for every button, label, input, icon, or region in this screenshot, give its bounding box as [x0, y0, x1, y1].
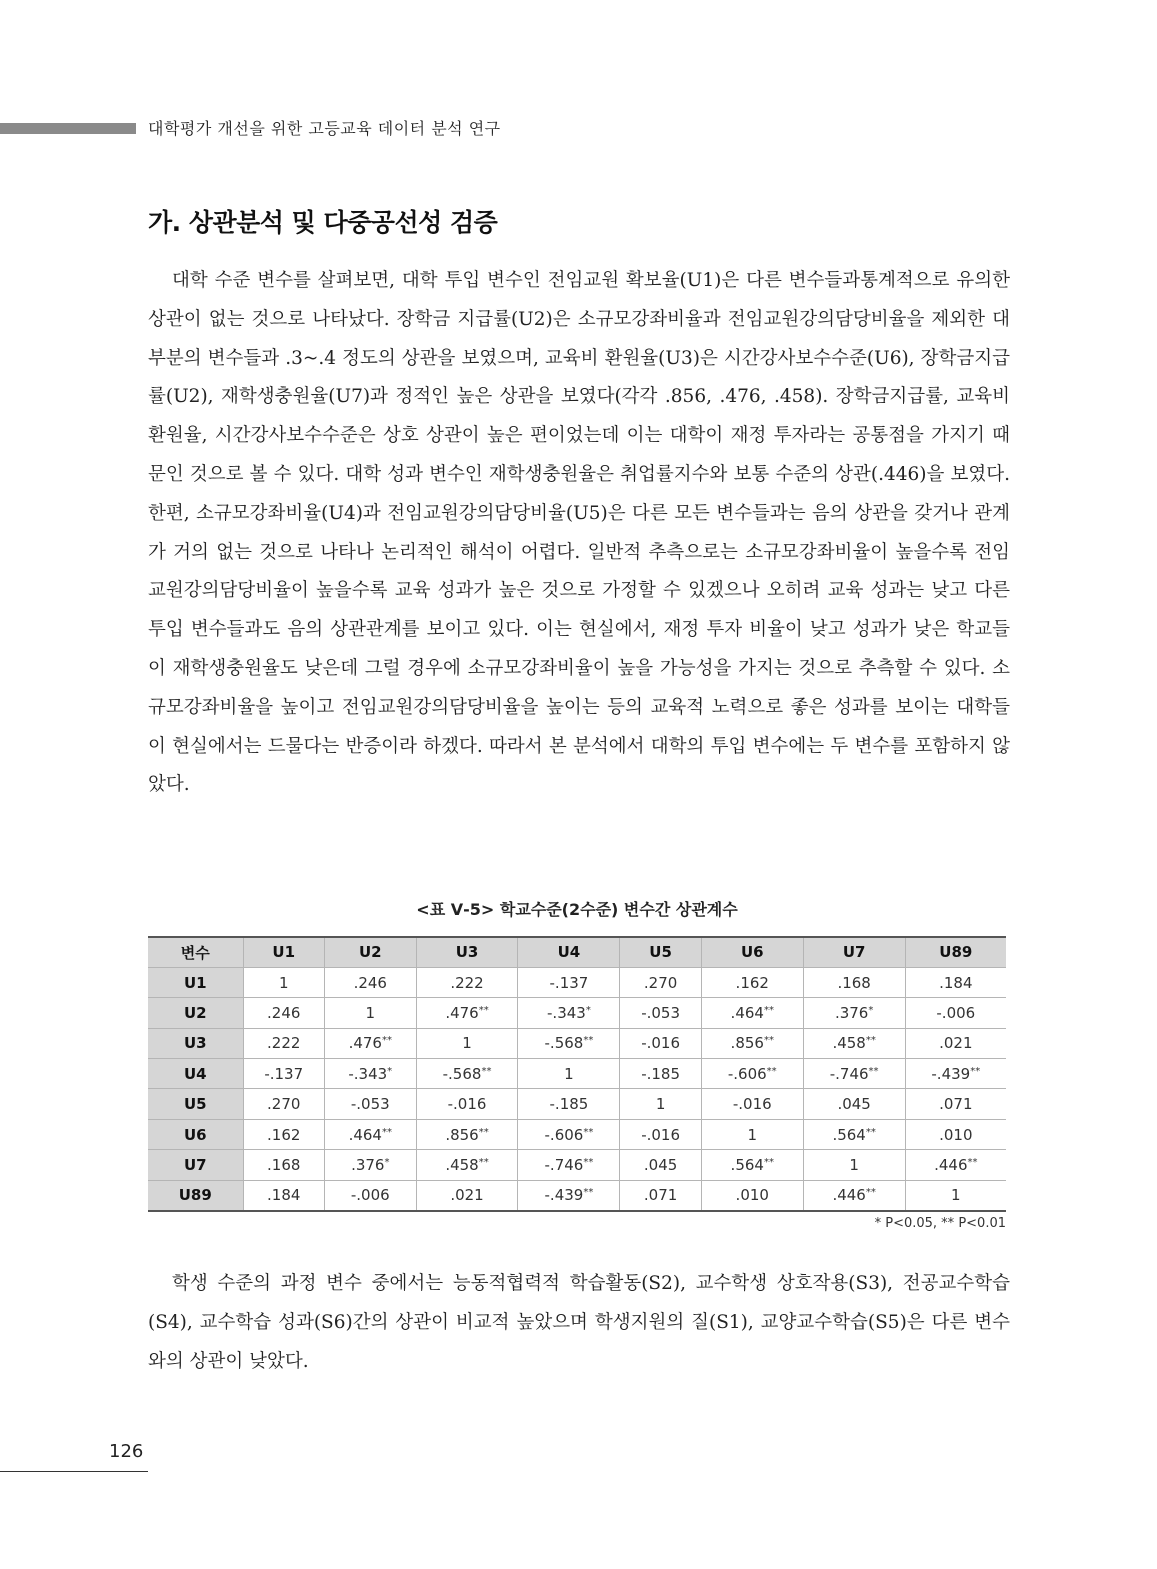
cell-value: .446 — [934, 1155, 968, 1174]
row-header: U4 — [148, 1059, 243, 1089]
table-cell — [416, 1180, 518, 1210]
cell-value: -.006 — [350, 1186, 390, 1205]
cell-value: .162 — [735, 973, 769, 992]
cell-value: -.137 — [549, 973, 589, 992]
significance-marker: ** — [478, 1004, 489, 1016]
table-cell — [324, 1059, 416, 1089]
cell-value: -.053 — [350, 1095, 390, 1114]
cell-value: .458 — [445, 1155, 479, 1174]
table-cell — [701, 1028, 803, 1058]
table-cell — [518, 1059, 620, 1089]
cell-value: .246 — [353, 973, 387, 992]
row-header: U2 — [148, 998, 243, 1028]
table-cell — [620, 1089, 701, 1119]
significance-marker: ** — [865, 1126, 876, 1138]
row-header: U6 — [148, 1119, 243, 1149]
table-cell — [620, 1059, 701, 1089]
table-row — [148, 1119, 1006, 1149]
cell-value: .564 — [832, 1125, 866, 1144]
table-cell — [324, 1180, 416, 1210]
significance-marker: ** — [381, 1126, 392, 1138]
cell-value: -.016 — [641, 1125, 680, 1144]
cell-value: 1 — [747, 1125, 758, 1144]
row-header: U7 — [148, 1150, 243, 1180]
significance-marker: ** — [583, 1035, 594, 1047]
table-cell — [701, 1180, 803, 1210]
body-paragraph: 학생 수준의 과정 변수 중에서는 능동적협력적 학습활동(S2), 교수학생 상호작용(S3), 전공교수학습(S4), 교수학습 성과(S6)간의 상관이 비교적 높았으며 학생지원의 질(S1), 교양교수학습(S5)은 다른 변수와의 상관이 낮았다. — [148, 1273, 1010, 1372]
table-cell — [905, 1059, 1006, 1089]
table-cell — [905, 998, 1006, 1028]
cell-value: -.439 — [931, 1064, 971, 1083]
table-cell — [416, 1150, 518, 1180]
cell-value: -.568 — [442, 1064, 482, 1083]
table-cell — [620, 1150, 701, 1180]
table-cell — [243, 967, 324, 997]
cell-value: .476 — [445, 1003, 479, 1022]
significance-marker: ** — [763, 1004, 774, 1016]
significance-marker: ** — [766, 1065, 777, 1077]
table-row — [148, 998, 1006, 1028]
cell-value: -.568 — [544, 1034, 584, 1053]
table-cell — [518, 967, 620, 997]
header-bar — [0, 123, 136, 134]
cell-value: 1 — [564, 1064, 574, 1083]
column-header: U7 — [803, 937, 905, 967]
table-body — [148, 967, 1006, 1210]
significance-marker: * — [387, 1065, 393, 1077]
table-cell — [701, 1119, 803, 1149]
significance-note: * P<0.05, ** P<0.01 — [874, 1216, 1006, 1231]
table-cell — [416, 1089, 518, 1119]
table-cell — [518, 1180, 620, 1210]
cell-value: .010 — [735, 1186, 769, 1205]
table-cell — [416, 1119, 518, 1149]
cell-value: 1 — [462, 1034, 472, 1053]
table-cell — [701, 998, 803, 1028]
table-cell — [518, 1150, 620, 1180]
significance-marker: ** — [381, 1035, 392, 1047]
table-cell — [416, 967, 518, 997]
significance-marker: ** — [583, 1156, 594, 1168]
table-cell — [324, 1028, 416, 1058]
significance-marker: ** — [865, 1187, 876, 1199]
table-cell — [803, 1059, 905, 1089]
column-header: U4 — [518, 937, 620, 967]
table-cell — [905, 1150, 1006, 1180]
column-header: U3 — [416, 937, 518, 967]
table-cell — [243, 1059, 324, 1089]
cell-value: -.016 — [447, 1095, 487, 1114]
cell-value: .071 — [939, 1095, 973, 1114]
table-row — [148, 967, 1006, 997]
cell-value: .168 — [837, 973, 871, 992]
cell-value: .184 — [267, 1186, 301, 1205]
table-cell — [518, 1119, 620, 1149]
table-cell — [620, 998, 701, 1028]
table-cell — [416, 998, 518, 1028]
table-cell — [905, 1089, 1006, 1119]
cell-value: -.746 — [544, 1155, 584, 1174]
cell-value: .446 — [832, 1186, 866, 1205]
cell-value: 1 — [951, 1186, 961, 1205]
cell-value: .071 — [643, 1186, 678, 1205]
table-row — [148, 1089, 1006, 1119]
table-cell — [620, 1119, 701, 1149]
table-cell — [905, 1119, 1006, 1149]
cell-value: 1 — [655, 1095, 666, 1114]
cell-value: .045 — [837, 1095, 871, 1114]
cell-value: -.006 — [936, 1003, 976, 1022]
cell-value: .021 — [450, 1186, 484, 1205]
significance-marker: ** — [481, 1065, 492, 1077]
table-cell — [416, 1059, 518, 1089]
cell-value: -.606 — [727, 1064, 767, 1083]
cell-value: .376 — [351, 1155, 385, 1174]
column-header: 변수 — [148, 937, 243, 967]
table-caption: <표 Ⅴ-5> 학교수준(2수준) 변수간 상관계수 — [416, 900, 738, 919]
cell-value: -.185 — [641, 1064, 680, 1083]
table-row — [148, 1150, 1006, 1180]
table-cell — [518, 998, 620, 1028]
table-cell — [905, 1028, 1006, 1058]
table-cell — [803, 1119, 905, 1149]
significance-marker: * — [868, 1004, 874, 1016]
table-cell — [243, 1119, 324, 1149]
cell-value: .162 — [267, 1125, 301, 1144]
table-row — [148, 1028, 1006, 1058]
significance-marker: ** — [868, 1065, 879, 1077]
cell-value: .476 — [348, 1034, 382, 1053]
cell-value: -.343 — [547, 1003, 586, 1022]
table-cell — [701, 967, 803, 997]
cell-value: -.343 — [348, 1064, 388, 1083]
table-cell — [243, 1028, 324, 1058]
cell-value: .856 — [445, 1125, 479, 1144]
row-header: U89 — [148, 1180, 243, 1210]
cell-value: -.746 — [829, 1064, 869, 1083]
cell-value: -.439 — [544, 1186, 584, 1205]
table-cell — [905, 967, 1006, 997]
table-cell — [243, 1150, 324, 1180]
column-header: U89 — [905, 937, 1006, 967]
cell-value: 1 — [365, 1003, 376, 1022]
body-paragraph: 대학 수준 변수를 살펴보면, 대학 투입 변수인 전임교원 확보율(U1)은 다른 변수들과통계적으로 유의한 상관이 없는 것으로 나타났다. 장학금 지급률(U2)은 소규모강좌비율과 전임교원강의담당비율을 제외한 대부분의 변수들과 .3~.4 정도의 상관을 보였으며, 교육비 환원율(U3)은 시간강사보수수준(U6), 장학금지급률(U2), 재학생충원율(U7)과 정적인 높은 상관을 보였다(각각 .856, .476, .458). 장학금지급률, 교육비환원율, 시간강사보수수준은 상호 상관이 높은 편이었는데 이는 대학이 재정 투자라는 공통점을 가지기 때문인 것으로 볼 수 있다. 대학 성과 변수인 재학생충원율은 취업률지수와 보통 수준의 상관(.446)을 보였다. 한편, 소규모강좌비율(U4)과 전임교원강의담당비율(U5)은 다른 모든 변수들과는 음의 상관을 갖거나 관계가 거의 없는 것으로 나타나 논리적인 해석이 어렵다. 일반적 추측으로는 소규모강좌비율이 높을수록 전임교원강의담당비율이 높을수록 교육 성과가 높은 것으로 가정할 수 있겠으나 오히려 교육 성과는 낮고 다른 투입 변수들과도 음의 상관관계를 보이고 있다. 이는 현실에서, 재정 투자 비율이 낮고 성과가 낮은 학교들이 재학생충원율도 낮은데 그럴 경우에 소규모강좌비율이 높을 가능성을 가지는 것으로 추측할 수 있다. 소규모강좌비율을 높이고 전임교원강의담당비율을 높이는 등의 교육적 노력으로 좋은 성과를 보이는 대학들이 현실에서는 드물다는 반증이라 하겠다. 따라서 본 분석에서 대학의 투입 변수에는 두 변수를 포함하지 않았다. — [148, 270, 1010, 796]
cell-value: -.016 — [641, 1034, 680, 1053]
cell-value: .464 — [730, 1003, 764, 1022]
table-cell — [803, 967, 905, 997]
table-cell — [803, 1180, 905, 1210]
cell-value: 1 — [849, 1155, 859, 1174]
significance-marker: ** — [970, 1065, 981, 1077]
cell-value: .564 — [730, 1155, 764, 1174]
table-cell — [701, 1059, 803, 1089]
significance-marker: ** — [478, 1126, 489, 1138]
significance-marker: ** — [583, 1126, 594, 1138]
table-cell — [803, 1028, 905, 1058]
row-header: U1 — [148, 967, 243, 997]
cell-value: .045 — [643, 1155, 678, 1174]
cell-value: .021 — [939, 1034, 973, 1053]
table-row — [148, 1059, 1006, 1089]
column-header: U5 — [620, 937, 701, 967]
cell-value: -.185 — [549, 1095, 589, 1114]
significance-marker: * — [384, 1156, 390, 1168]
table-cell — [620, 967, 701, 997]
table-cell — [243, 1180, 324, 1210]
column-header: U6 — [701, 937, 803, 967]
significance-marker: ** — [865, 1035, 876, 1047]
significance-marker: ** — [763, 1035, 774, 1047]
cell-value: -.053 — [641, 1003, 680, 1022]
correlation-table — [148, 936, 1006, 1212]
table-cell — [518, 1089, 620, 1119]
significance-marker: ** — [583, 1187, 594, 1199]
cell-value: .168 — [267, 1155, 301, 1174]
cell-value: .010 — [939, 1125, 973, 1144]
cell-value: .856 — [730, 1034, 764, 1053]
table-cell — [243, 1089, 324, 1119]
cell-value: .222 — [450, 973, 484, 992]
table-cell — [905, 1180, 1006, 1210]
table-cell — [416, 1028, 518, 1058]
table-cell — [620, 1028, 701, 1058]
table-cell — [324, 1089, 416, 1119]
table-cell — [701, 1150, 803, 1180]
cell-value: .376 — [834, 1003, 869, 1022]
significance-marker: * — [585, 1004, 591, 1016]
cell-value: .464 — [348, 1125, 382, 1144]
table-header-row — [148, 937, 1006, 967]
significance-marker: ** — [763, 1156, 774, 1168]
table-cell — [324, 967, 416, 997]
table-cell — [518, 1028, 620, 1058]
table-cell — [803, 1089, 905, 1119]
table-cell — [620, 1180, 701, 1210]
column-header: U2 — [324, 937, 416, 967]
cell-value: -.016 — [732, 1095, 772, 1114]
cell-value: .458 — [832, 1034, 866, 1053]
table-cell — [803, 1150, 905, 1180]
table-cell — [324, 1150, 416, 1180]
row-header: U5 — [148, 1089, 243, 1119]
cell-value: .270 — [267, 1095, 301, 1114]
running-header: 대학평가 개선을 위한 고등교육 데이터 분석 연구 — [148, 119, 501, 138]
page-number: 126 — [109, 1441, 144, 1462]
cell-value: .246 — [267, 1003, 301, 1022]
table-cell — [324, 1119, 416, 1149]
section-heading: 가. 상관분석 및 다중공선성 검증 — [148, 208, 498, 237]
table-cell — [803, 998, 905, 1028]
cell-value: 1 — [278, 973, 289, 992]
significance-marker: ** — [967, 1156, 978, 1168]
table-cell — [324, 998, 416, 1028]
column-header: U1 — [243, 937, 324, 967]
cell-value: -.137 — [264, 1064, 304, 1083]
table-cell — [243, 998, 324, 1028]
cell-value: -.606 — [544, 1125, 584, 1144]
footer-rule — [0, 1471, 148, 1472]
table-cell — [701, 1089, 803, 1119]
cell-value: .270 — [643, 973, 678, 992]
cell-value: .222 — [267, 1034, 301, 1053]
row-header: U3 — [148, 1028, 243, 1058]
significance-marker: ** — [478, 1156, 489, 1168]
cell-value: .184 — [939, 973, 973, 992]
table-row — [148, 1180, 1006, 1210]
